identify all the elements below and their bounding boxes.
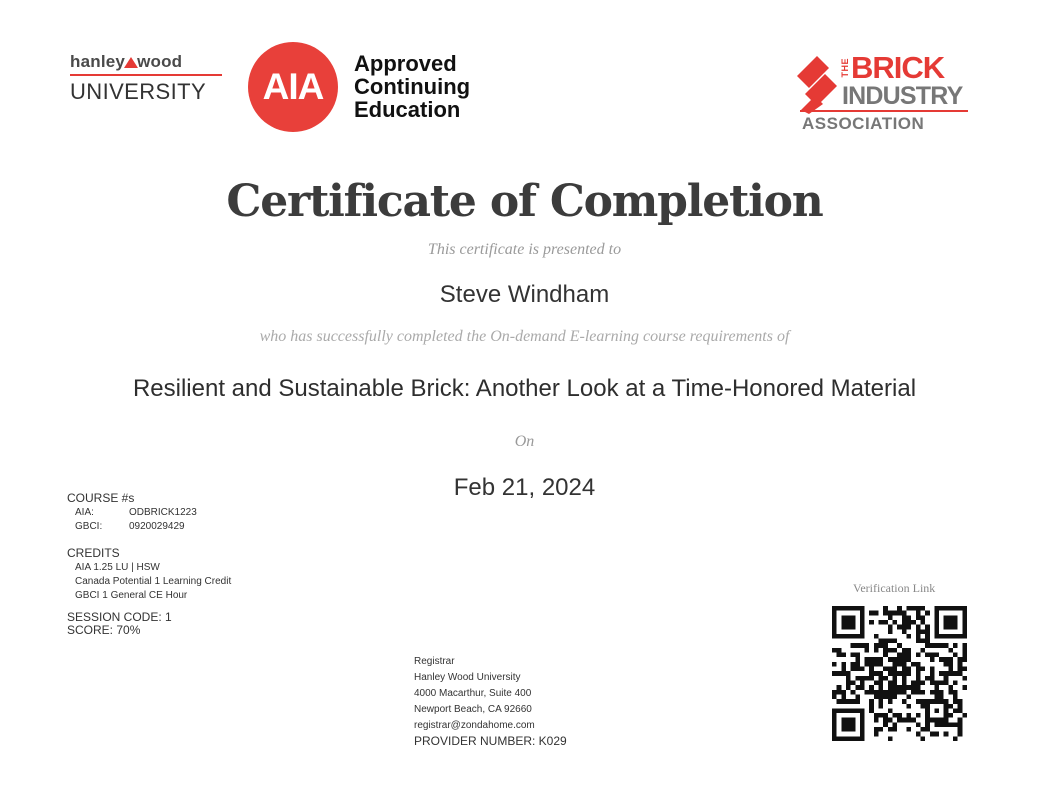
verification-label: Verification Link [853,581,936,595]
aia-line-1: Approved [354,51,457,76]
recipient-name: Steve Windham [439,281,610,308]
registrar-line: Newport Beach, CA 92660 [414,704,532,715]
hanley-wood-wordmark: hanley wood [70,52,183,71]
credit-item: GBCI 1 General CE Hour [75,590,188,601]
industry-text: INDUSTRY [842,82,963,110]
gbci-label: GBCI: [75,521,103,532]
registrar-block [414,654,567,749]
hanley-wood-logo [70,52,226,104]
brick-industry-logo [795,52,971,134]
registrar-line: 4000 Macarthur, Suite 400 [414,688,532,699]
on-label: On [514,433,535,450]
course-details [67,491,231,637]
certificate-title: Certificate of Completion [226,176,823,227]
roof-triangle-icon [124,57,138,68]
brick-the-text: THE [840,58,850,78]
session-code: SESSION CODE: 1 [67,610,172,624]
association-text: ASSOCIATION [802,114,925,133]
university-wordmark: UNIVERSITY [70,79,207,104]
aia-approved-text [354,52,470,121]
brick-text: BRICK [851,50,945,85]
gbci-course-row [67,520,231,534]
presented-to-text: This certificate is presented to [427,241,622,258]
completion-date: Feb 21, 2024 [453,474,596,501]
aia-course-row [67,506,231,520]
aia-line-2: Continuing [354,74,471,99]
provider-number: PROVIDER NUMBER: K029 [414,734,567,748]
score: SCORE: 70% [67,623,141,637]
verification-qr-code[interactable] [832,605,967,742]
aia-line-3: Education [354,97,461,122]
completed-text: who has successfully completed the On-demand E-learning course requirements of [259,328,790,345]
brick-logo-divider [800,110,968,112]
registrar-line: Hanley Wood University [414,672,521,683]
spacer [67,534,231,546]
course-title: Resilient and Sustainable Brick: Another Look at a Time-Honored Material [132,375,917,402]
registrar-line: Registrar [414,656,455,667]
credit-item: Canada Potential 1 Learning Credit [75,576,232,587]
registrar-email[interactable]: registrar@zondahome.com [414,720,535,731]
logo-divider [70,74,222,76]
aia-logo: AIA [248,42,338,132]
aia-course-number: ODBRICK1223 [129,507,197,518]
brick-mark-icon [795,54,843,114]
credits-heading: CREDITS [67,546,120,560]
course-numbers-heading: COURSE #s [67,491,135,505]
aia-label: AIA: [75,507,94,518]
credit-item: AIA 1.25 LU | HSW [75,562,160,573]
gbci-course-number: 0920029429 [129,521,185,532]
